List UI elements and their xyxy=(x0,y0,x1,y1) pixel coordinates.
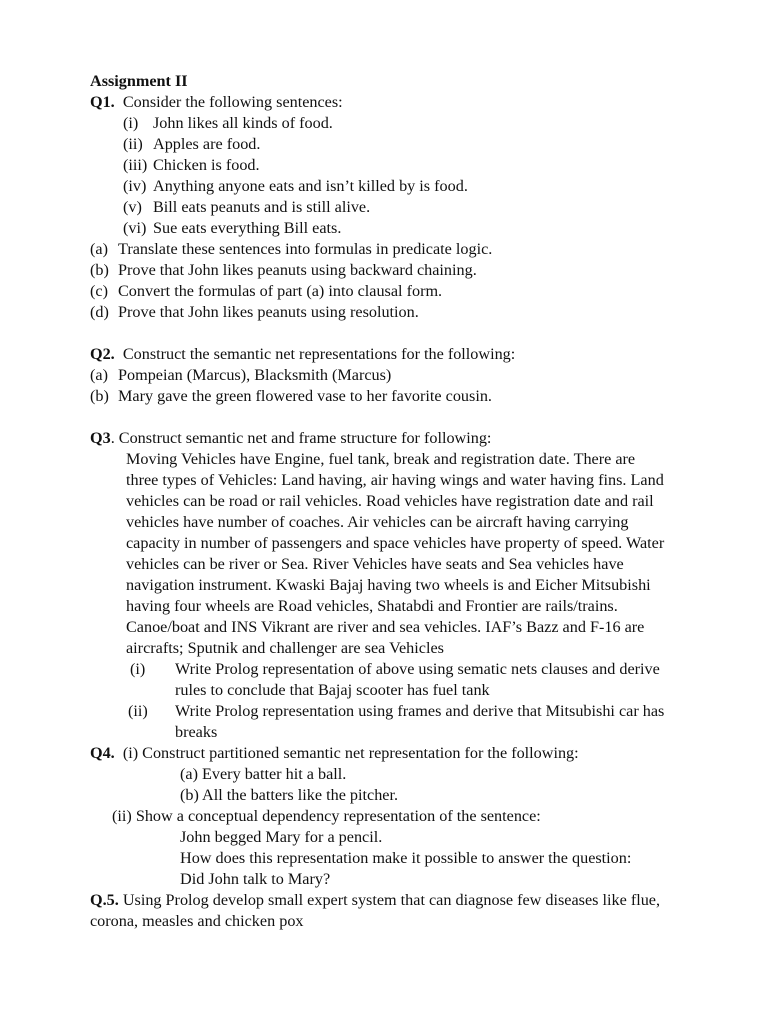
q4-item: Did John talk to Mary? xyxy=(180,870,331,888)
q3-paragraph-line: navigation instrument. Kwaski Bajaj having two wheels is and Eicher Mitsubishi xyxy=(126,576,651,594)
q4-part1: (i) Construct partitioned semantic net representation for the following: xyxy=(122,744,579,762)
q5-text: Using Prolog develop small expert system that can diagnose few diseases like flue, xyxy=(118,891,661,909)
q3-part-line: breaks xyxy=(175,723,218,741)
q1-heading xyxy=(90,92,343,112)
q2-part: (a) Pompeian (Marcus), Blacksmith (Marcus) xyxy=(90,366,392,384)
q3-paragraph-line: vehicles have number of coaches. Air vehicles can be aircraft having carrying xyxy=(126,513,629,531)
q5-number: Q.5. xyxy=(90,891,119,909)
q3-text: . Construct semantic net and frame structure for following: xyxy=(110,429,492,447)
q3-paragraph-line: Canoe/boat and INS Vikrant are river and sea vehicles. IAF’s Bazz and F-16 are xyxy=(126,618,645,636)
q3-paragraph-line: vehicles can be road or rail vehicles. Road vehicles have registration date and rail xyxy=(126,492,654,510)
q3-paragraph-line: aircrafts; Sputnik and challenger are sea Vehicles xyxy=(126,639,444,657)
q2-heading xyxy=(90,344,515,364)
q3-paragraph-line: having four wheels are Road vehicles, Shatabdi and Frontier are rails/trains. xyxy=(126,597,618,615)
q3-number: Q3 xyxy=(90,429,111,447)
q4-part2: (ii) Show a conceptual dependency representation of the sentence: xyxy=(112,807,541,825)
q1-sentence: (i) John likes all kinds of food. xyxy=(123,114,333,132)
q3-paragraph-line: vehicles can be river or Sea. River Vehicles have seats and Sea vehicles have xyxy=(126,555,624,573)
q3-heading xyxy=(90,428,491,448)
q4-item: (a) Every batter hit a ball. xyxy=(180,765,347,783)
q3-paragraph-line: capacity in number of passengers and space vehicles have property of speed. Water xyxy=(126,534,665,552)
q3-part-line: rules to conclude that Bajaj scooter has fuel tank xyxy=(175,681,490,699)
q3-part-line: Write Prolog representation of above using sematic nets clauses and derive xyxy=(175,660,660,678)
q2-text: Construct the semantic net representations for the following: xyxy=(122,345,516,363)
q3-part-label: (i) xyxy=(130,660,146,678)
q4-item: (b) All the batters like the pitcher. xyxy=(180,786,399,804)
q1-part: (c) Convert the formulas of part (a) into clausal form. xyxy=(90,282,443,300)
q4-item: How does this representation make it possible to answer the question: xyxy=(180,849,632,867)
q5-text-line: corona, measles and chicken pox xyxy=(90,912,304,930)
q2-part: (b) Mary gave the green flowered vase to her favorite cousin. xyxy=(90,387,492,405)
q3-part-line: Write Prolog representation using frames and derive that Mitsubishi car has xyxy=(175,702,665,720)
q1-sentence: (v) Bill eats peanuts and is still alive. xyxy=(123,198,371,216)
q4-heading xyxy=(90,743,579,763)
q1-part: (a) Translate these sentences into formulas in predicate logic. xyxy=(90,240,493,258)
q3-part-label: (ii) xyxy=(128,702,148,720)
q1-sentence: (vi) Sue eats everything Bill eats. xyxy=(123,219,342,237)
assignment-title: Assignment II xyxy=(90,72,188,90)
q4-item: John begged Mary for a pencil. xyxy=(180,828,383,846)
q1-number: Q1. xyxy=(90,93,115,111)
q1-part: (d) Prove that John likes peanuts using resolution. xyxy=(90,303,419,321)
q1-part: (b) Prove that John likes peanuts using backward chaining. xyxy=(90,261,477,279)
q4-number: Q4. xyxy=(90,744,115,762)
q3-paragraph-line: Moving Vehicles have Engine, fuel tank, break and registration date. There are xyxy=(126,450,636,468)
q1-sentence: (iv) Anything anyone eats and isn’t killed by is food. xyxy=(123,177,468,195)
q1-sentence: (ii) Apples are food. xyxy=(123,135,261,153)
q2-number: Q2. xyxy=(90,345,115,363)
q1-sentence: (iii) Chicken is food. xyxy=(123,156,260,174)
q5-heading xyxy=(90,890,660,910)
q1-text: Consider the following sentences: xyxy=(122,93,343,111)
q3-paragraph-line: three types of Vehicles: Land having, air having wings and water having fins. Land xyxy=(126,471,664,489)
